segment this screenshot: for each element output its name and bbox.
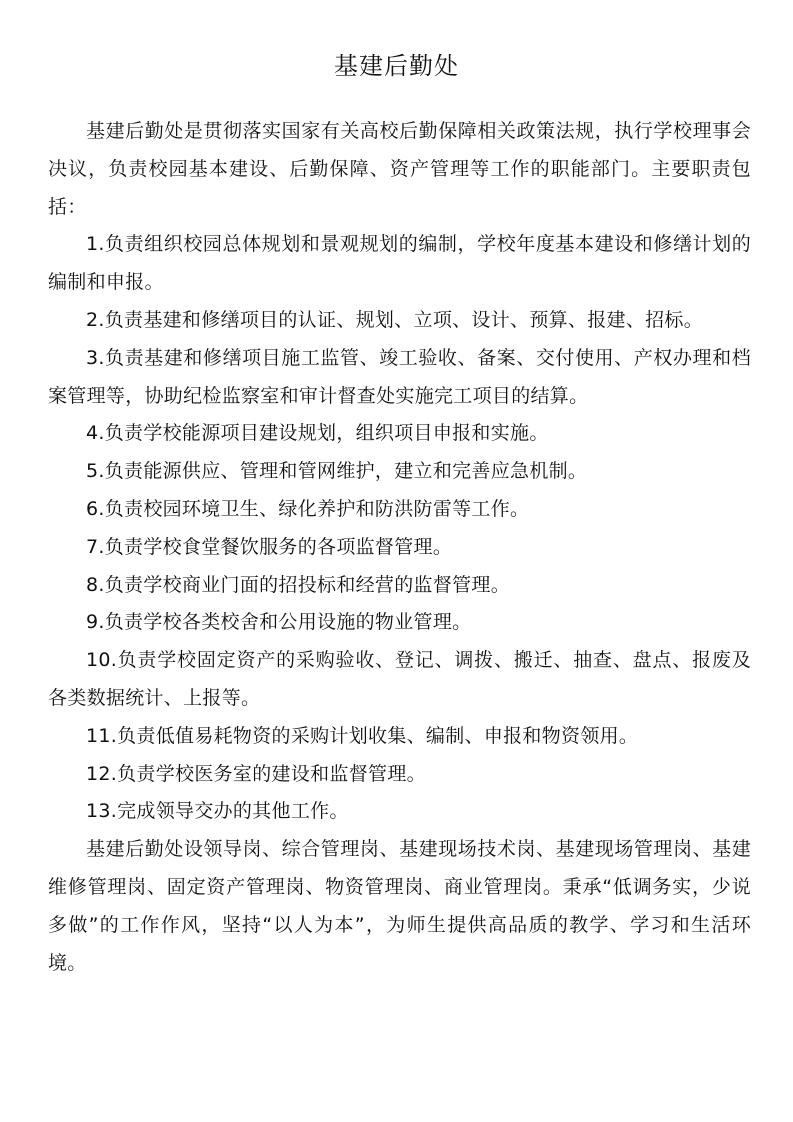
- duty-item-7: 7.负责学校食堂餐饮服务的各项监督管理。: [86, 535, 453, 558]
- page-title: 基建后勤处: [334, 52, 459, 80]
- duty-item-6: 6.负责校园环境卫生、绿化养护和防洪防雷等工作。: [86, 497, 530, 520]
- intro-paragraph: 基建后勤处是贯彻落实国家有关高校后勤保障相关政策法规，执行学校理事会决议，负责校园基本建设、后勤保障、资产管理等工作的职能部门。主要职责包括：: [48, 120, 751, 218]
- duty-item-11: 11.负责低值易耗物资的采购计划收集、编制、申报和物资领用。: [86, 724, 639, 747]
- duty-item-10: 10.负责学校固定资产的采购验收、登记、调拨、搬迁、抽查、盘点、报废及各类数据统计、上报等。: [48, 649, 751, 709]
- duty-item-1: 1.负责组织校园总体规划和景观规划的编制，学校年度基本建设和修缮计划的编制和申报。: [48, 233, 751, 294]
- document-body: [48, 113, 751, 982]
- closing-paragraph: 基建后勤处设领导岗、综合管理岗、基建现场技术岗、基建现场管理岗、基建维修管理岗、固定资产管理岗、物资管理岗、商业管理岗。秉承“低调务实，少说多做”的工作作风，坚持“以人为本”，为师生提供高品质的教学、学习和生活环境。: [48, 838, 751, 974]
- duty-item-2: 2.负责基建和修缮项目的认证、规划、立项、设计、预算、报建、招标。: [86, 308, 704, 331]
- duty-item-3: 3.负责基建和修缮项目施工监管、竣工验收、备案、交付使用、产权办理和档案管理等，协助纪检监察室和审计督查处实施完工项目的结算。: [48, 346, 751, 407]
- duty-item-5: 5.负责能源供应、管理和管网维护，建立和完善应急机制。: [86, 460, 588, 483]
- duty-item-9: 9.负责学校各类校舍和公用设施的物业管理。: [86, 611, 472, 634]
- duty-item-12: 12.负责学校医务室的建设和监督管理。: [86, 762, 426, 785]
- duty-item-8: 8.负责学校商业门面的招投标和经营的监督管理。: [86, 573, 511, 596]
- duty-item-13: 13.完成领导交办的其他工作。: [86, 800, 349, 823]
- duty-item-4: 4.负责学校能源项目建设规划，组织项目申报和实施。: [86, 422, 549, 445]
